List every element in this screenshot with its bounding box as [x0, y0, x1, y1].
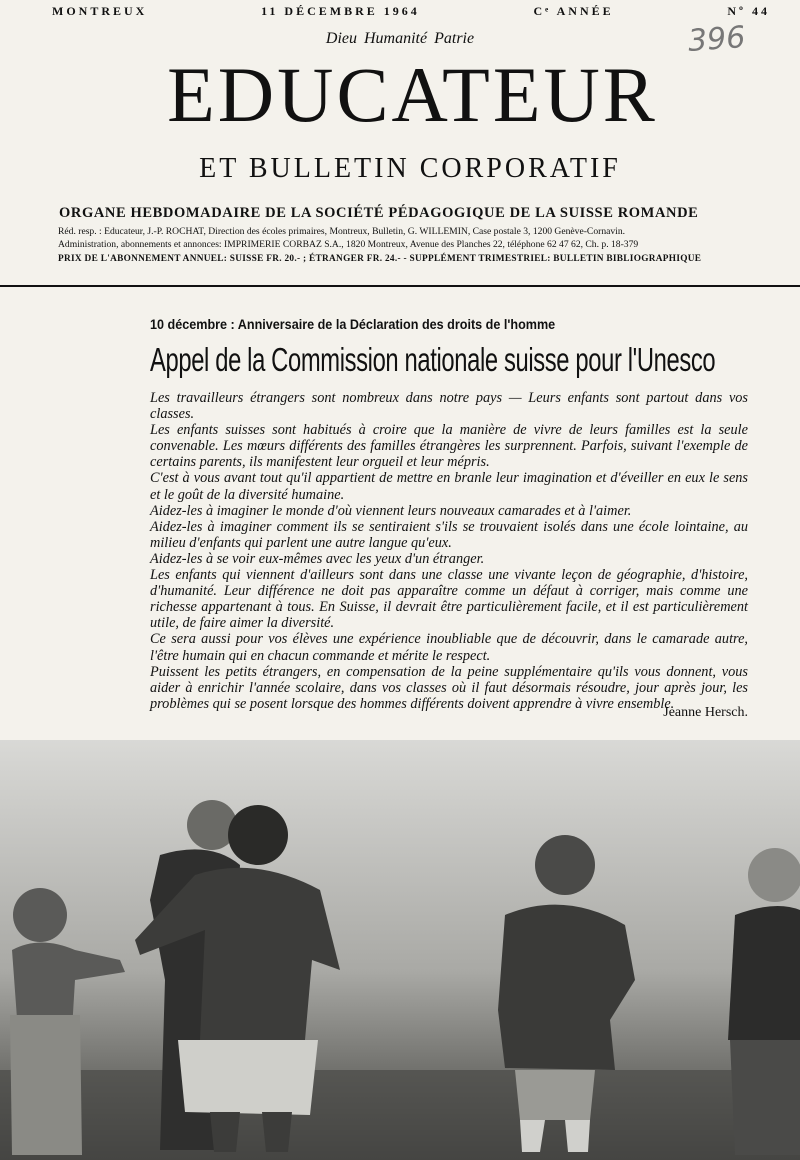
article-kicker: 10 décembre : Anniversaire de la Déclaration des droits de l'homme: [150, 316, 556, 332]
article-paragraph: Ce sera aussi pour vos élèves une expérience inoubliable que de découvrir, dans le camarade autre, l'être humain qui en chacun commande et mérite le respect.: [150, 631, 748, 664]
city: MONTREUX: [52, 4, 148, 18]
article-paragraph: Aidez-les à imaginer comment ils se sentiraient s'ils se trouvaient isolés dans une école lointaine, au milieu d'enfants qui parlent une autre langue qu'eux.: [150, 518, 748, 551]
imprint-line-2: Administration, abonnements et annonces: IMPRIMERIE CORBAZ S.A., 1820 Montreux, Avenue des Planches 22, téléphone 62 47 62, Ch. p. 18-379: [58, 239, 639, 250]
article-paragraph: Aidez-les à imaginer le monde d'où viennent leurs nouveaux camarades et à l'aimer.: [150, 502, 632, 519]
newspaper-title: EDUCATEUR: [167, 51, 658, 138]
imprint-line-3: PRIX DE L'ABONNEMENT ANNUEL: SUISSE FR. 20.- ; ÉTRANGER FR. 24.- - SUPPLÉMENT TRIMESTRIEL: BULLETIN BIBLIOGRAPHIQUE: [58, 254, 702, 264]
masthead-dateline: [52, 4, 770, 19]
organe-line: ORGANE HEBDOMADAIRE DE LA SOCIÉTÉ PÉDAGOGIQUE DE LA SUISSE ROMANDE: [59, 205, 699, 221]
article-paragraph: Les enfants qui viennent d'ailleurs sont dans une classe une vivante leçon de géographie, d'histoire, d'humanité. Leur différence ne doit pas apparaître comme un défaut à corriger, mais comme une richesse appartenant à tous. En Suisse, il devrait être particulièrement facile, et il est particulièrement utile, de faire aimer la diversité.: [150, 567, 748, 632]
masthead-divider: [0, 285, 800, 287]
article-paragraph: Aidez-les à se voir eux-mêmes avec les yeux d'un étranger.: [150, 550, 485, 567]
handwritten-page-number: 396: [686, 20, 747, 59]
article-paragraph: Les enfants suisses sont habitués à croire que la manière de vivre de leurs familles est la seule convenable. Les mœurs différents des familles étrangères les surprennent. Parfois, suivant l'exemple de certains parents, ils manifestent leur orgueil et leur mépris.: [150, 422, 748, 471]
article-headline: Appel de la Commission nationale suisse pour l'Unesco: [150, 341, 716, 378]
article-paragraph: Les travailleurs étrangers sont nombreux dans notre pays — Leurs enfants sont partout dans vos classes.: [150, 390, 748, 423]
article-signature: Jeanne Hersch.: [663, 705, 748, 720]
date: 11 DÉCEMBRE 1964: [261, 4, 420, 18]
year-label: Cᵉ ANNÉE: [533, 4, 614, 18]
imprint-line-1: Réd. resp. : Educateur, J.-P. ROCHAT, Direction des écoles primaires, Montreux, Bulletin, G. WILLEMIN, Case postale 3, 1200 Genève-Cornavin.: [58, 226, 626, 237]
article-paragraph: Puissent les petits étrangers, en compensation de la peine supplémentaire qu'ils vous donnent, vous aider à enrichir l'année scolaire, dans vos classes où il faut désormais résoudre, jour après jour, les problèmes qui se posent lorsque des hommes différents doivent apprendre à vivre ensemble.: [150, 663, 748, 712]
children-photo: [0, 740, 800, 1160]
newspaper-subtitle: ET BULLETIN CORPORATIF: [199, 153, 621, 184]
article-paragraph: C'est à vous avant tout qu'il appartient de mettre en branle leur imagination et d'éveiller en eux le sens et le goût de la diversité humaine.: [150, 470, 748, 503]
article-body: [150, 390, 748, 712]
motto: Dieu Humanité Patrie: [325, 30, 475, 47]
issue-number: Nº 44: [727, 4, 770, 18]
ground: [0, 1070, 800, 1160]
